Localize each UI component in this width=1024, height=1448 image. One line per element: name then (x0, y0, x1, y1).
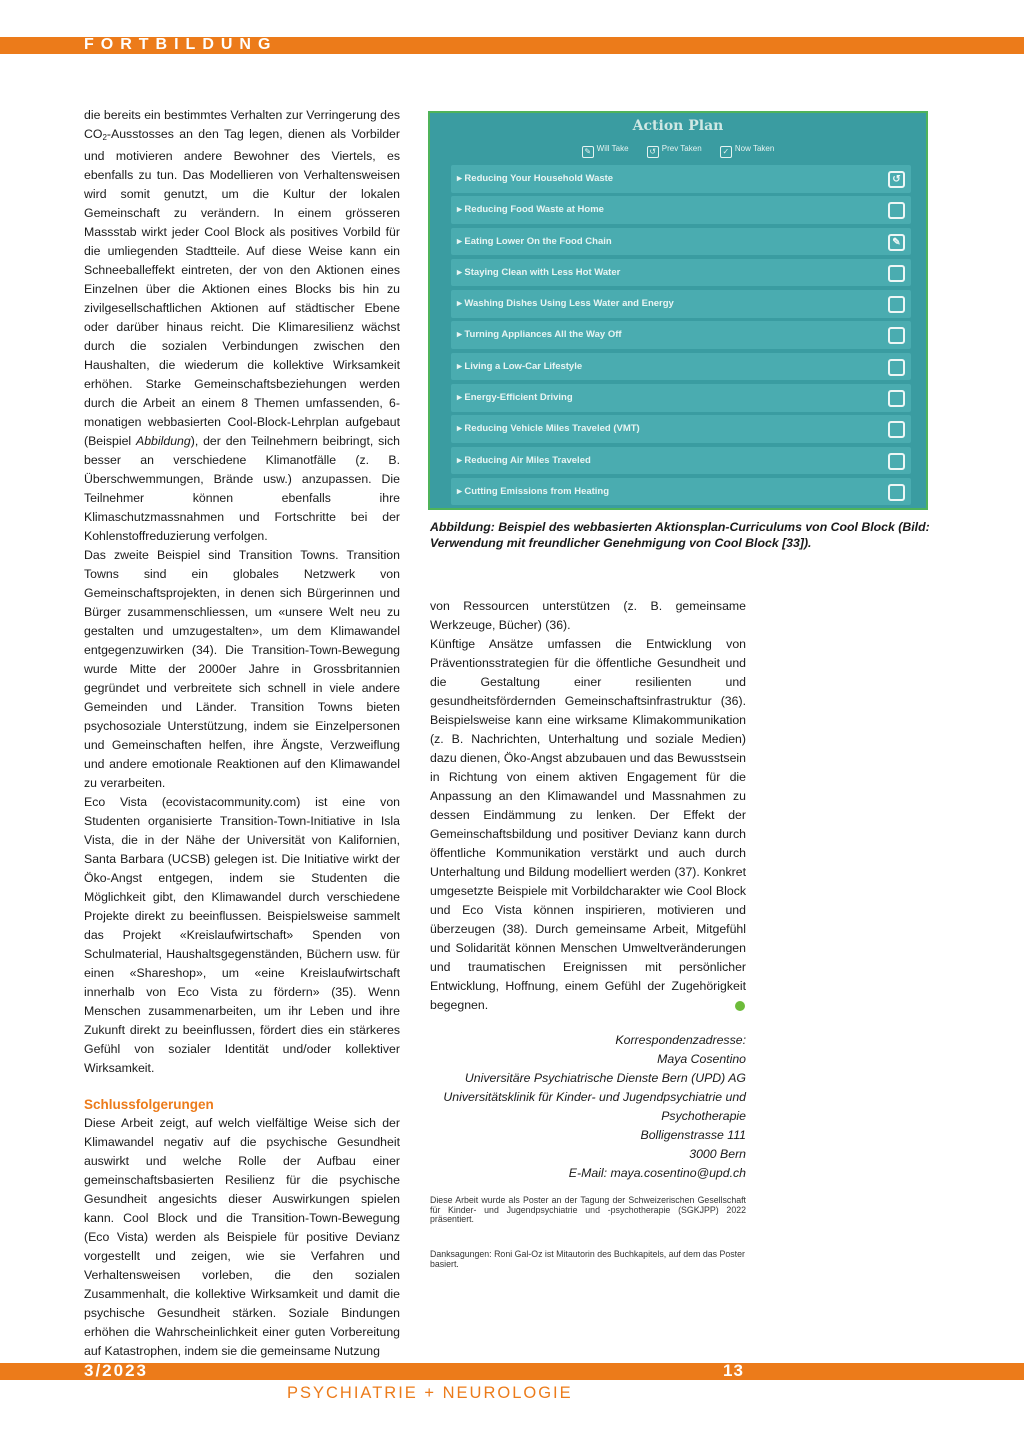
action-item[interactable] (451, 165, 911, 193)
checkbox-icon[interactable] (888, 327, 905, 344)
figure-title: Action Plan (632, 118, 724, 134)
edit-icon: ✎ (582, 146, 594, 158)
email: E-Mail: maya.cosentino@upd.ch (568, 1166, 746, 1180)
header-bar (0, 37, 1024, 54)
action-item[interactable] (451, 321, 911, 349)
action-item[interactable] (451, 353, 911, 381)
checkbox-icon[interactable] (888, 296, 905, 313)
figure-legend (430, 144, 926, 158)
correspondence-address (430, 1031, 746, 1183)
end-mark-icon (735, 1001, 745, 1011)
action-plan-figure (428, 111, 928, 510)
checkbox-icon[interactable] (888, 484, 905, 501)
action-item-label: ▸ Staying Clean with Less Hot Water (457, 267, 620, 278)
paragraph: Eco Vista (ecovistacommunity.com) ist eine von Studenten organisierte Transition-Town-Initiative in Isla Vista, die in der Nähe der Universität von Kalifornien, Santa Barbara (UCSB) gelegen ist. Die Initiative wirkt der Öko-Angst entgegen, indem sie Studenten die Möglichkeit gibt, den Klimawandel durch verschiedene Projekte direkt zu beeinflussen. Beispielsweise sammelt das Projekt «Kreislaufwirtschaft» Spenden von Schulmaterial, Haushaltsgegenständen, Büchern usw. für einen «Shareshop», um «eine Kreislaufwirtschaft innerhalb von Eco Vista zu fördern» (35). Wenn Menschen zusammenarbeiten, um ihr Leben und ihre Zukunft direkt zu beeinflussen, fördert dies ein stärkeres Gefühl von sozialer Identität und/oder kollektiver Wirksamkeit. (84, 795, 400, 1075)
legend-now-taken: ✓ Now Taken (720, 144, 774, 158)
city: 3000 Bern (689, 1147, 746, 1161)
action-item[interactable] (451, 415, 911, 443)
action-item-label: ▸ Eating Lower On the Food Chain (457, 236, 612, 247)
street: Bolligenstrasse 111 (640, 1128, 746, 1142)
paragraph: Das zweite Beispiel sind Transition Towns. Transition Towns sind ein globales Netzwerk von Gemeinschaftsprojekten, in denen sich Bürgerinnen und Bürger zusammenschliessen, um «unsere Welt neu zu gestalten und umzugestalten», um dem Klimawandel entgegenzuwirken (34). Die Transition-Town-Bewegung wurde Mitte der 2000er Jahre in Grossbritannien gegründet und verbreitete sich schnell in viele andere Gemeinden und Länder. Transition Towns bieten psychosoziale Unterstützung, indem sie Einzelpersonen und Gemeinschaften helfen, ihre Ängste, Verzweiflung und andere emotionale Reaktionen auf den Klimawandel zu verarbeiten. (84, 548, 400, 790)
section-label: FORTBILDUNG (84, 36, 278, 53)
journal-name: PSYCHIATRIE + NEUROLOGIE (287, 1384, 573, 1402)
paragraph: Künftige Ansätze umfassen die Entwicklung von Präventionsstrategien für die öffentliche Gesundheit und die Gestaltung einer resilienten und gesundheitsfördernden Gemeinschaftsinfrastruktur (36). Beispielsweise kann eine wirksame Klimakommunikation (z. B. Nachrichten, Unterhaltung und soziale Medien) dazu dienen, Öko-Angst abzubauen und das Bewusstsein in Richtung von einem aktiven Engagement für die Anpassung an den Klimawandel und Massnahmen zu dessen Eindämmung zu lenken. Der Effekt der Gemeinschaftsbildung und positiver Devianz kann durch öffentliche Kommunikation verstärkt und auch durch Unterhaltung und Bildung modelliert werden (37). Konkret umgesetzte Beispiele mit Vorbildcharakter wie Cool Block und Eco Vista können inspirieren, motivieren und überzeugen (38). Durch gemeinsame Arbeit, Mitgefühl und Solidarität können Menschen Umweltveränderungen und traumatischen Ereignissen mit persönlicher Entwicklung, Hoffnung, einem Gefühl der Zugehörigkeit begegnen. (430, 637, 746, 1012)
action-item[interactable] (451, 384, 911, 412)
institution: Universitäre Psychiatrische Dienste Bern (UPD) AG (464, 1071, 746, 1085)
paragraph: Diese Arbeit zeigt, auf welch vielfältige Weise sich der Klimawandel negativ auf die psychische Gesundheit auswirkt und welche Rolle der Aufbau einer gemeinschaftsbasierten Resilienz für die psychische Gesundheit angesichts dieser Auswirkungen spielen kann. Cool Block und die Transition-Town-Bewegung (Eco Vista) werden als Beispiele für positive Devianz vorgestellt und zeigen, wie sie Verfahren und Verhaltensweisen vorleben, die den sozialen Zusammenhalt, die kollektive Wirksamkeit und damit die psychische Gesundheit stärken. Soziale Bindungen erhöhen die Wahrscheinlichkeit einer guten Vorbereitung auf Katastrophen, indem sie die gemeinsame Nutzung (84, 1116, 400, 1358)
section-heading: Schlussfolgerungen (84, 1097, 214, 1112)
checkbox-icon[interactable] (888, 390, 905, 407)
checkbox-icon[interactable] (888, 453, 905, 470)
history-icon: ↺ (647, 146, 659, 158)
left-column (84, 106, 400, 1361)
figure-reference: Abbildung (136, 434, 191, 448)
poster-note: Diese Arbeit wurde als Poster an der Tagung der Schweizerischen Gesellschaft für Kinder- und Jugendpsychiatrie und -psychotherapie (SGKJPP) 2022 präsentiert. (430, 1195, 746, 1224)
action-item-label: ▸ Energy-Efficient Driving (457, 392, 573, 403)
checkbox-icon[interactable] (888, 359, 905, 376)
action-item-label: ▸ Reducing Food Waste at Home (457, 204, 604, 215)
footer-bar (0, 1363, 1024, 1380)
legend-will-take: ✎ Will Take (582, 144, 629, 158)
action-list (451, 165, 911, 509)
checkbox-icon[interactable] (888, 202, 905, 219)
action-item[interactable] (451, 259, 911, 287)
action-item-label: ▸ Turning Appliances All the Way Off (457, 329, 622, 340)
action-item-label: ▸ Reducing Vehicle Miles Traveled (VMT) (457, 423, 640, 434)
action-item-label: ▸ Washing Dishes Using Less Water and Energy (457, 298, 674, 309)
checkbox-icon[interactable] (888, 421, 905, 438)
action-item-label: ▸ Cutting Emissions from Heating (457, 486, 609, 497)
address-label: Korrespondenzadresse: (615, 1033, 746, 1047)
department: Universitätsklinik für Kinder- und Jugendpsychiatrie und Psychotherapie (443, 1090, 746, 1123)
check-icon: ✓ (720, 146, 732, 158)
action-item-label: ▸ Reducing Your Household Waste (457, 173, 613, 184)
action-item[interactable] (451, 228, 911, 256)
figure-caption: Abbildung: Beispiel des webbasierten Aktionsplan-Curriculums von Cool Block (Bild: Verwendung mit freundlicher Genehmigung von Cool Block [33]). (430, 520, 930, 550)
checkbox-icon[interactable]: ✎ (888, 234, 905, 251)
action-item-label: ▸ Living a Low-Car Lifestyle (457, 361, 582, 372)
page-number: 13 (723, 1361, 744, 1380)
issue-number: 3/2023 (84, 1361, 148, 1380)
action-item[interactable] (451, 478, 911, 506)
action-item-label: ▸ Reducing Air Miles Traveled (457, 455, 591, 466)
paragraph: die bereits ein bestimmtes Verhalten zur Verringerung des $CO_2$-Ausstosses an den Tag legen, dienen als Vorbilder und motivieren andere Bewohner des Viertels, es ebenfalls zu tun. Das Modellieren von Verhaltensweisen wird somit genutzt, um die Kultur der lokalen Gemeinschaft zu verändern. In einem grösseren Massstab wirkt jeder Cool Block als positives Vorbild für die umliegenden Stadtteile. Auf diese Weise kann ein Schneeballeffekt eintreten, der von den Aktionen eines Einzelnen über die Aktionen eines Blocks bis hin zu zivilgesellschaftlichen Aktionen auf städtischer Ebene oder darüber hinaus reicht. Die Klimaresilienz wächst durch die sozialen Verbindungen zwischen den Haushalten, die wiederum die kollektive Wirksamkeit erhöhen. Starke Gemeinschaftsbeziehungen werden durch die Arbeit an einem 8 Themen umfassenden, 6-monatigen webbasierten Cool-Block-Lehrplan aufgebaut (Beispiel Abbildung), der den Teilnehmern beibringt, sich besser an verschiedene Klimanotfälle (z. B. Überschwemmungen, Brände usw.) anzupassen. Die Teilnehmer können ebenfalls ihre Klimaschutzmassnahmen und Fortschritte bei der Kohlenstoffreduzierung verfolgen. (84, 108, 400, 543)
right-column (430, 597, 746, 1015)
legend-prev-taken: ↺ Prev Taken (647, 144, 702, 158)
action-item[interactable] (451, 290, 911, 318)
checkbox-icon[interactable]: ↺ (888, 171, 905, 188)
paragraph: von Ressourcen unterstützen (z. B. gemeinsame Werkzeuge, Bücher) (36). (430, 599, 746, 632)
acknowledgements: Danksagungen: Roni Gal-Oz ist Mitautorin des Buchkapitels, auf dem das Poster basiert. (430, 1249, 745, 1269)
author-name: Maya Cosentino (657, 1052, 746, 1066)
action-item[interactable] (451, 196, 911, 224)
action-item[interactable] (451, 447, 911, 475)
checkbox-icon[interactable] (888, 265, 905, 282)
